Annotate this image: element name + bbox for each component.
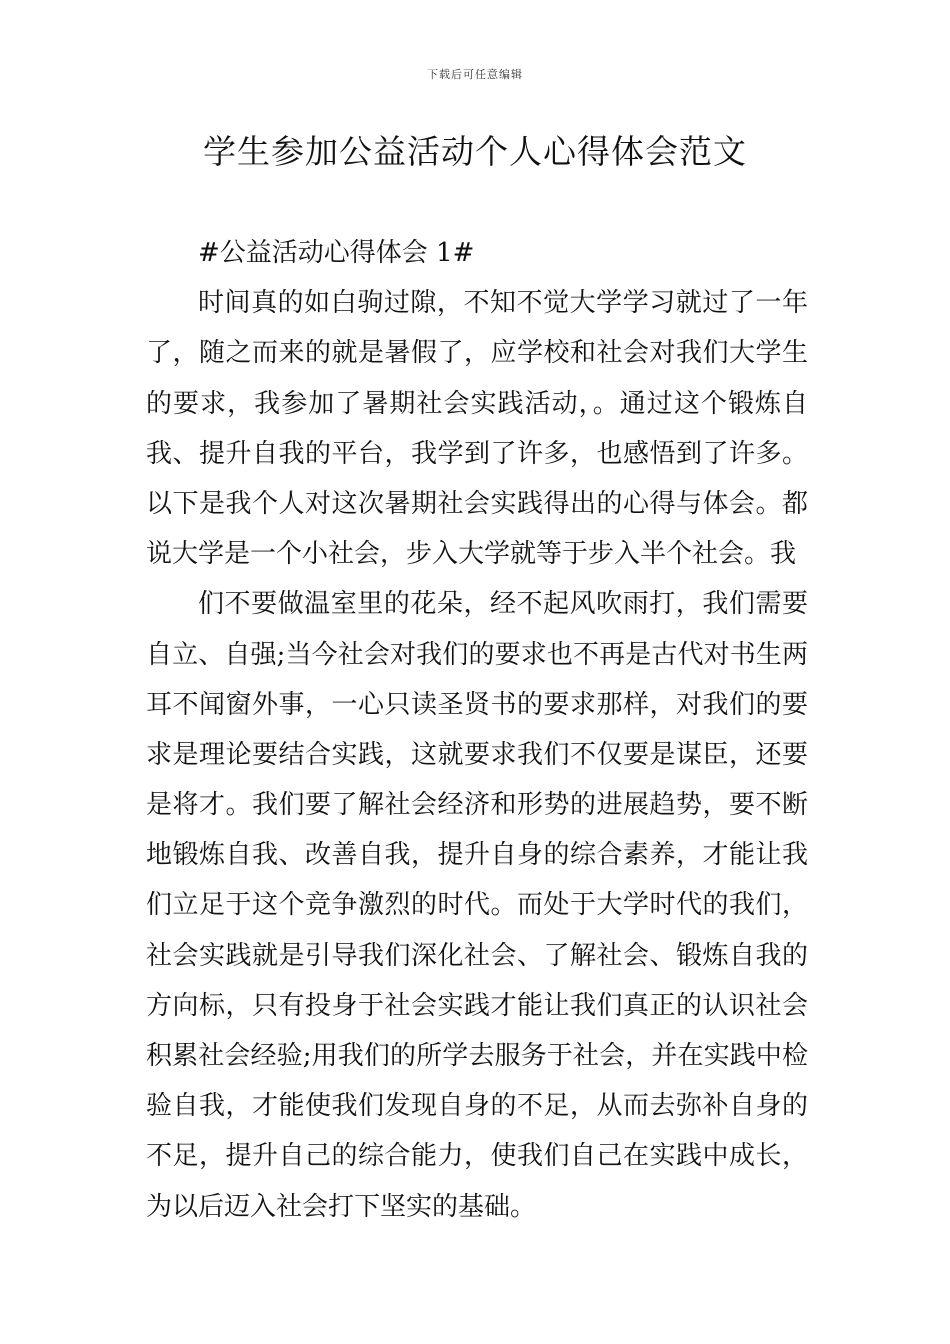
text-line: 说大学是一个小社会，步入大学就等于步入半个社会。我 <box>146 539 797 570</box>
text-line: 时间真的如白驹过隙，不知不觉大学学习就过了一年 <box>198 288 808 319</box>
text-line: 的要求，我参加了暑期社会实践活动，。通过这个锻炼自 <box>146 388 808 419</box>
text-line: 是将才。我们要了解社会经济和形势的进展趋势，要不断 <box>146 790 808 821</box>
text-line: 以下是我个人对这次暑期社会实践得出的心得与体会。都 <box>146 488 808 519</box>
text-line: 们立足于这个竞争激烈的时代。而处于大学时代的我们， <box>146 890 808 921</box>
text-line: 为以后迈入社会打下坚实的基础。 <box>146 1191 537 1222</box>
document-body <box>146 228 808 1232</box>
text-line: 耳不闻窗外事，一心只读圣贤书的要求那样，对我们的要 <box>146 689 808 720</box>
text-line: 自立、自强;当今社会对我们的要求也不再是古代对书生两 <box>146 639 808 670</box>
text-line: 们不要做温室里的花朵，经不起风吹雨打，我们需要 <box>198 589 808 620</box>
page-title: 学生参加公益活动个人心得体会范文 <box>203 132 747 171</box>
text-line: 验自我，才能使我们发现自身的不足，从而去弥补自身的 <box>146 1091 808 1122</box>
text-line: 我、提升自我的平台，我学到了许多，也感悟到了许多。 <box>146 438 808 469</box>
text-line: 不足，提升自己的综合能力，使我们自己在实践中成长， <box>146 1141 808 1172</box>
text-line: 地锻炼自我、改善自我，提升自身的综合素养，才能让我 <box>146 840 808 871</box>
text-line: 积累社会经验;用我们的所学去服务于社会，并在实践中检 <box>146 1041 808 1071</box>
text-line: 了，随之而来的就是暑假了，应学校和社会对我们大学生 <box>146 338 808 369</box>
text-line: 社会实践就是引导我们深化社会、了解社会、锻炼自我的 <box>146 940 808 971</box>
text-line: 方向标，只有投身于社会实践才能让我们真正的认识社会 <box>146 990 808 1021</box>
header-note: 下载后可任意编辑 <box>427 68 523 81</box>
text-line: #公益活动心得体会 1# <box>198 238 475 268</box>
text-line: 求是理论要结合实践，这就要求我们不仅要是谋臣，还要 <box>146 739 808 770</box>
